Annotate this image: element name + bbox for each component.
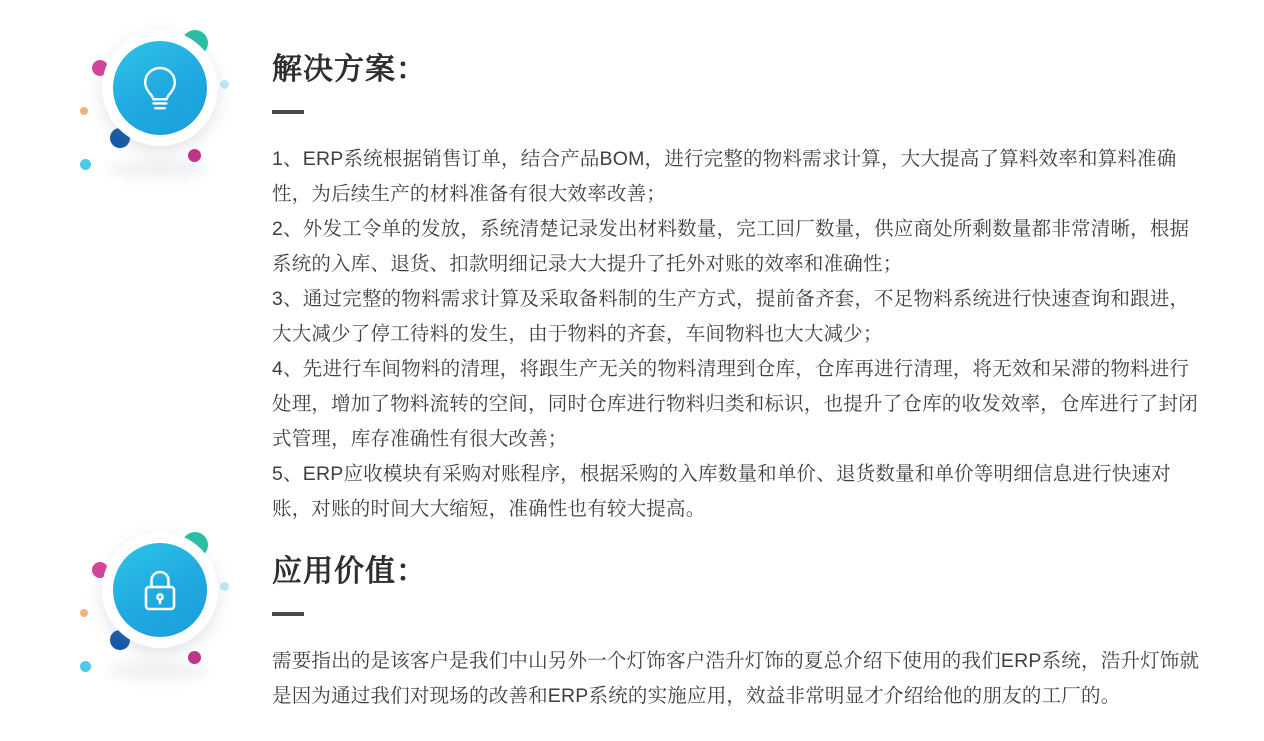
heading-rule	[272, 110, 304, 114]
solution-paragraphs	[272, 142, 1204, 527]
paragraph: 4、先进行车间物料的清理，将跟生产无关的物料清理到仓库，仓库再进行清理，将无效和呆滞的物料进行处理，增加了物料流转的空间，同时仓库进行物料归类和标识，也提升了仓库的收发效率，仓库进行了封闭式管理，库存准确性有很大改善；	[272, 358, 1198, 450]
paragraph: 2、外发工令单的发放，系统清楚记录发出材料数量，完工回厂数量，供应商处所剩数量都非常清晰，根据系统的入库、退货、扣款明细记录大大提升了托外对账的效率和准确性；	[272, 218, 1190, 275]
solution-content	[250, 14, 1264, 527]
cyan-dot-icon	[80, 661, 91, 672]
section-title: 应用价值：	[272, 555, 427, 588]
heading-rule	[272, 612, 304, 616]
paragraph: 3、通过完整的物料需求计算及采取备料制的生产方式，提前备齐套，不足物料系统进行快速查询和跟进，大大减少了停工待料的发生，由于物料的齐套，车间物料也大大减少；	[272, 288, 1190, 345]
page-title: 解决方案：	[272, 53, 427, 86]
paragraph: 需要指出的是该客户是我们中山另外一个灯饰客户浩升灯饰的夏总介绍下使用的我们ERP系统，浩升灯饰就是因为通过我们对现场的改善和ERP系统的实施应用，效益非常明显才介绍给他的朋友的工厂的。	[272, 650, 1200, 707]
lightbulb-icon	[113, 41, 207, 135]
section-application-value	[0, 516, 1264, 714]
badge-shadow	[108, 160, 208, 178]
lock-icon	[113, 543, 207, 637]
magenta-dot-small-icon	[188, 651, 201, 664]
badge-shadow	[108, 662, 208, 680]
section-solution	[0, 14, 1264, 527]
lightbulb-badge	[70, 14, 250, 194]
application-value-paragraphs	[272, 644, 1204, 714]
orange-dot-icon	[80, 107, 88, 115]
lock-badge	[70, 516, 250, 696]
application-value-content	[250, 516, 1264, 714]
cyan-dot-icon	[80, 159, 91, 170]
magenta-dot-small-icon	[188, 149, 201, 162]
pale-dot-icon	[220, 80, 229, 89]
orange-dot-icon	[80, 609, 88, 617]
paragraph: 1、ERP系统根据销售订单，结合产品BOM，进行完整的物料需求计算，大大提高了算料效率和算料准确性，为后续生产的材料准备有很大效率改善；	[272, 148, 1177, 205]
paragraph: 5、ERP应收模块有采购对账程序，根据采购的入库数量和单价、退货数量和单价等明细信息进行快速对账，对账的时间大大缩短，准确性也有较大提高。	[272, 463, 1171, 520]
pale-dot-icon	[220, 582, 229, 591]
